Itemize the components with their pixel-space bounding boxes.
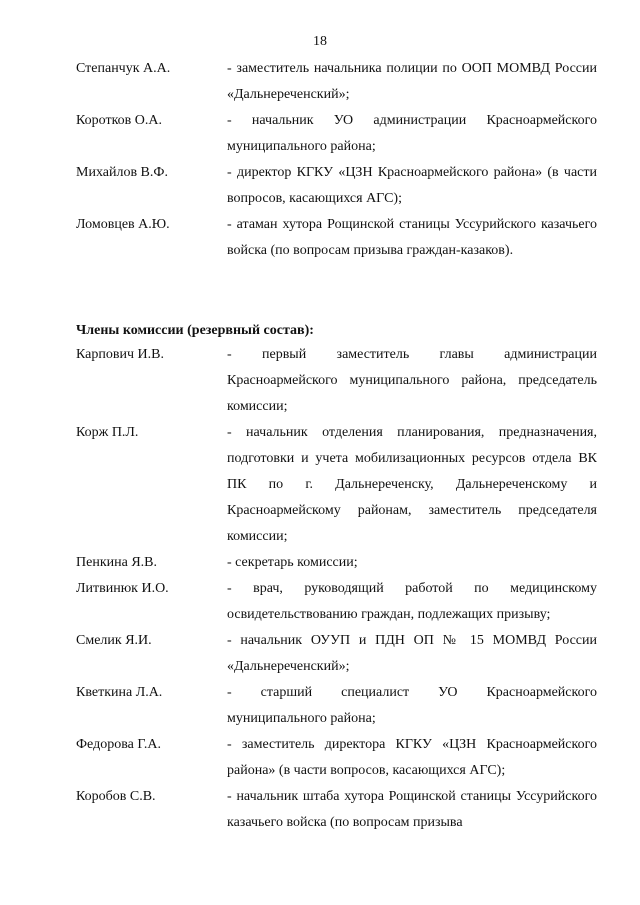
member-role: - первый заместитель главы администрации Красноармейского муниципального района, председатель комиссии; bbox=[227, 347, 597, 414]
member-row bbox=[0, 56, 640, 108]
member-row bbox=[0, 212, 640, 264]
member-name: Коротков О.А. bbox=[76, 113, 162, 128]
member-row bbox=[0, 108, 640, 160]
member-role: - секретарь комиссии; bbox=[227, 555, 358, 570]
member-name: Карпович И.В. bbox=[76, 347, 164, 362]
member-name: Корж П.Л. bbox=[76, 425, 139, 440]
member-row bbox=[0, 576, 640, 628]
member-role: - заместитель директора КГКУ «ЦЗН Красноармейского района» (в части вопросов, касающихся АГС); bbox=[227, 737, 597, 778]
member-row bbox=[0, 342, 640, 420]
member-role: - начальник отделения планирования, предназначения, подготовки и учета мобилизационных ресурсов отдела ВК ПК по г. Дальнереченску, Дальнереченскому и Красноармейскому районам, заместитель председателя комиссии; bbox=[227, 425, 597, 544]
member-role: - начальник УО администрации Красноармейского муниципального района; bbox=[227, 113, 597, 154]
main-members-list bbox=[0, 56, 640, 264]
member-role: - старший специалист УО Красноармейского муниципального района; bbox=[227, 685, 597, 726]
member-row bbox=[0, 420, 640, 550]
reserve-members-list bbox=[0, 342, 640, 836]
member-name: Литвинюк И.О. bbox=[76, 581, 169, 596]
member-name: Пенкина Я.В. bbox=[76, 555, 157, 570]
member-name: Смелик Я.И. bbox=[76, 633, 152, 648]
member-row bbox=[0, 680, 640, 732]
member-row bbox=[0, 732, 640, 784]
member-role: - начальник штаба хутора Рощинской станицы Уссурийского казачьего войска (по вопросам призыва bbox=[227, 789, 597, 830]
member-role: - директор КГКУ «ЦЗН Красноармейского района» (в части вопросов, касающихся АГС); bbox=[227, 165, 597, 206]
member-role: - врач, руководящий работой по медицинскому освидетельствованию граждан, подлежащих призыву; bbox=[227, 581, 597, 622]
page-number: 18 bbox=[313, 34, 327, 49]
member-row bbox=[0, 784, 640, 836]
member-name: Кветкина Л.А. bbox=[76, 685, 163, 700]
member-name: Михайлов В.Ф. bbox=[76, 165, 168, 180]
reserve-heading: Члены комиссии (резервный состав): bbox=[76, 323, 314, 338]
member-name: Ломовцев А.Ю. bbox=[76, 217, 170, 232]
member-name: Коробов С.В. bbox=[76, 789, 156, 804]
member-row bbox=[0, 550, 640, 576]
member-row bbox=[0, 160, 640, 212]
member-name: Степанчук А.А. bbox=[76, 61, 171, 76]
member-row bbox=[0, 628, 640, 680]
member-role: - атаман хутора Рощинской станицы Уссурийского казачьего войска (по вопросам призыва граждан-казаков). bbox=[227, 217, 597, 258]
member-role: - заместитель начальника полиции по ООП МОМВД России «Дальнереченский»; bbox=[227, 61, 597, 102]
member-name: Федорова Г.А. bbox=[76, 737, 161, 752]
member-role: - начальник ОУУП и ПДН ОП № 15 МОМВД России «Дальнереченский»; bbox=[227, 633, 597, 674]
